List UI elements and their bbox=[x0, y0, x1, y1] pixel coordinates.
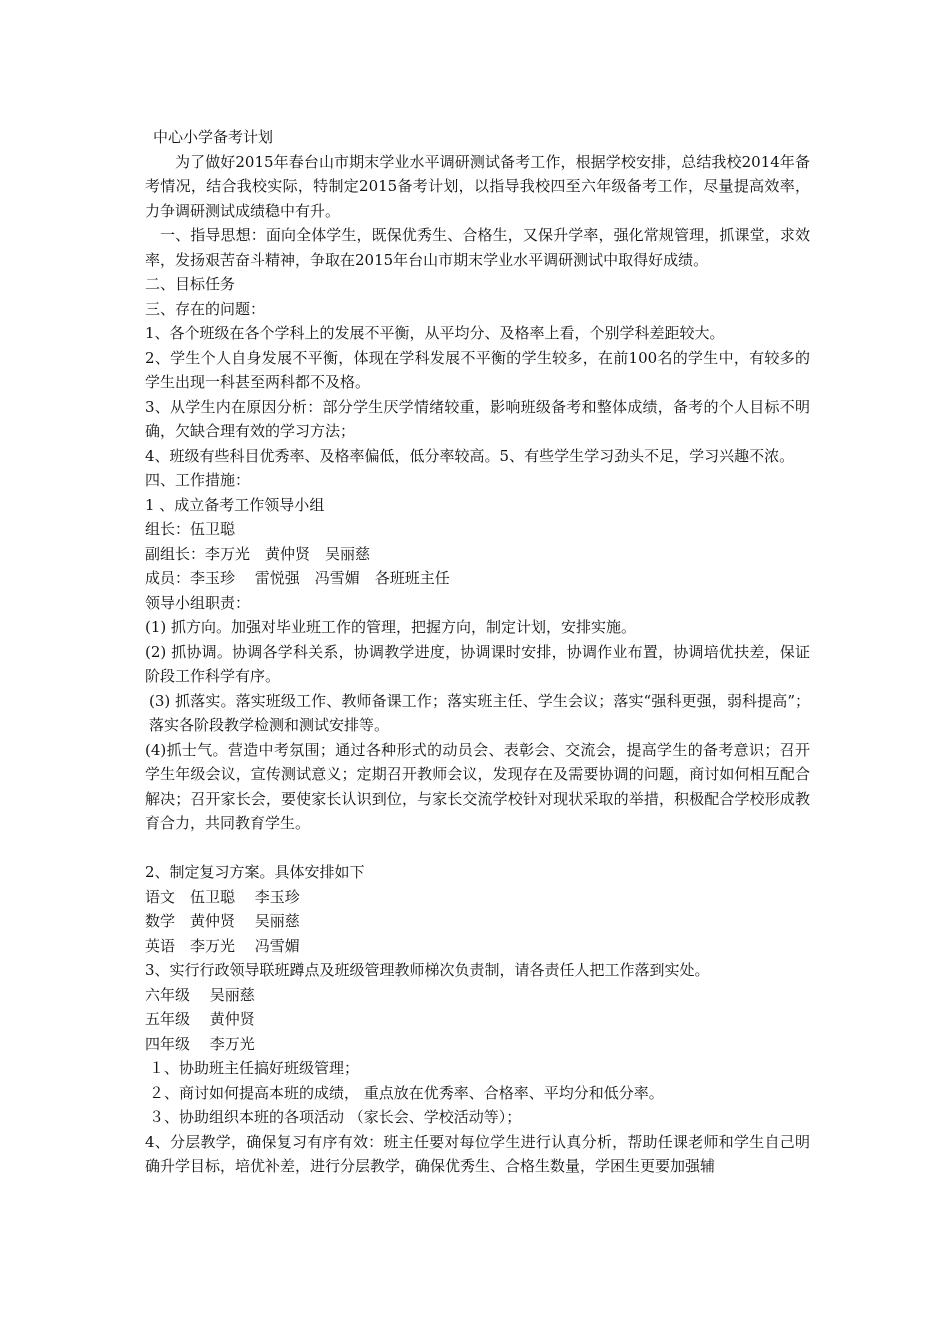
grade-five: 五年级 黄仲贤 bbox=[145, 1010, 255, 1028]
group-leader: 组长：伍卫聪 bbox=[145, 520, 236, 538]
measure-item-2: 2、制定复习方案。具体安排如下 bbox=[145, 863, 365, 881]
problem-item-3: 3、从学生内在原因分析：部分学生厌学情绪较重，影响班级备考和整体成绩，备考的个人目标不明确，欠缺合理有效的学习方法； bbox=[145, 397, 810, 440]
intro-paragraph: 为了做好2015年春台山市期末学业水平调研测试备考工作，根据学校安排，总结我校2014年备考情况，结合我校实际，特制定2015备考计划，以指导我校四至六年级备考工作，尽量提高效率，力争调研测试成绩稳中有升。 bbox=[145, 152, 810, 220]
grade-four: 四年级 李万光 bbox=[145, 1034, 255, 1053]
guiding-principle-paragraph: 一、指导思想：面向全体学生，既保优秀生、合格生，又保升学率，强化常规管理，抓课堂，求效率，发扬艰苦奋斗精神，争取在2015年台山市期末学业水平调研测试中取得好成绩。 bbox=[145, 226, 810, 269]
group-deputy-leaders: 副组长：李万光 黄仲贤 吴丽慈 bbox=[145, 544, 371, 563]
group-duties-heading: 领导小组职责： bbox=[145, 593, 251, 612]
duty-item-3: (3) 抓落实。落实班级工作、教师备课工作；落实班主任、学生会议；落实“强科更强，弱科提高”；落实各阶段教学检测和测试安排等。 bbox=[149, 691, 810, 734]
group-members: 成员：李玉珍 雷悦强 冯雪媚 各班班主任 bbox=[145, 569, 450, 587]
task-item-2: ２、商讨如何提高本班的成绩， 重点放在优秀率、合格率、平均分和低分率。 bbox=[149, 1083, 664, 1102]
task-item-3: ３、协助组织本班的各项活动 （家长会、学校活动等）； bbox=[149, 1108, 522, 1126]
measure-item-4: 4、分层教学，确保复习有序有效：班主任要对每位学生进行认真分析，帮助任课老师和学生自己明确升学目标，培优补差，进行分层教学，确保优秀生、合格生数量，学困生更要加强辅 bbox=[145, 1132, 810, 1175]
document-title: 中心小学备考计划 bbox=[153, 128, 274, 146]
duty-item-1: (1) 抓方向。加强对毕业班工作的管理，把握方向，制定计划，安排实施。 bbox=[145, 618, 637, 636]
subject-chinese: 语文 伍卫聪 李玉珍 bbox=[145, 887, 300, 906]
grade-six: 六年级 吴丽慈 bbox=[145, 985, 255, 1004]
subject-english: 英语 李万光 冯雪媚 bbox=[145, 936, 300, 955]
section-heading-goals: 二、目标任务 bbox=[145, 275, 236, 293]
duty-item-4: (4)抓士气。营造中考氛围；通过各种形式的动员会、表彰会、交流会，提高学生的备考意识；召开学生年级会议，宣传测试意义；定期召开教师会议，发现存在及需要协调的问题，商讨如何相互配合解决；召开家长会，要使家长认识到位，与家长交流学校针对现状采取的举措，积极配合学校形成教育合力，共同教育学生。 bbox=[145, 740, 810, 832]
document-body bbox=[145, 125, 810, 1179]
section-heading-problems: 三、存在的问题： bbox=[145, 299, 266, 318]
section-heading-measures: 四、工作措施： bbox=[145, 471, 251, 489]
duty-item-2: (2) 抓协调。协调各学科关系，协调教学进度，协调课时安排，协调作业布置，协调培优扶差，保证阶段工作科学有序。 bbox=[145, 642, 810, 685]
measure-item-3: 3、实行行政领导联班蹲点及班级管理教师梯次负责制，请各责任人把工作落到实处。 bbox=[145, 961, 710, 979]
problem-item-1: 1、各个班级在各个学科上的发展不平衡，从平均分、及格率上看，个别学科差距较大。 bbox=[145, 324, 725, 342]
task-item-1: １、协助班主任搞好班级管理； bbox=[149, 1059, 360, 1077]
problem-item-2: 2、学生个人自身发展不平衡，体现在学科发展不平衡的学生较多，在前100名的学生中，有较多的学生出现一科甚至两科都不及格。 bbox=[145, 348, 810, 391]
problem-item-4: 4、班级有些科目优秀率、及格率偏低，低分率较高。5、有些学生学习劲头不足，学习兴趣不浓。 bbox=[145, 446, 795, 465]
measure-item-1: 1 、成立备考工作领导小组 bbox=[145, 495, 325, 514]
subject-math: 数学 黄仲贤 吴丽慈 bbox=[145, 912, 300, 930]
blank-line bbox=[145, 836, 810, 861]
